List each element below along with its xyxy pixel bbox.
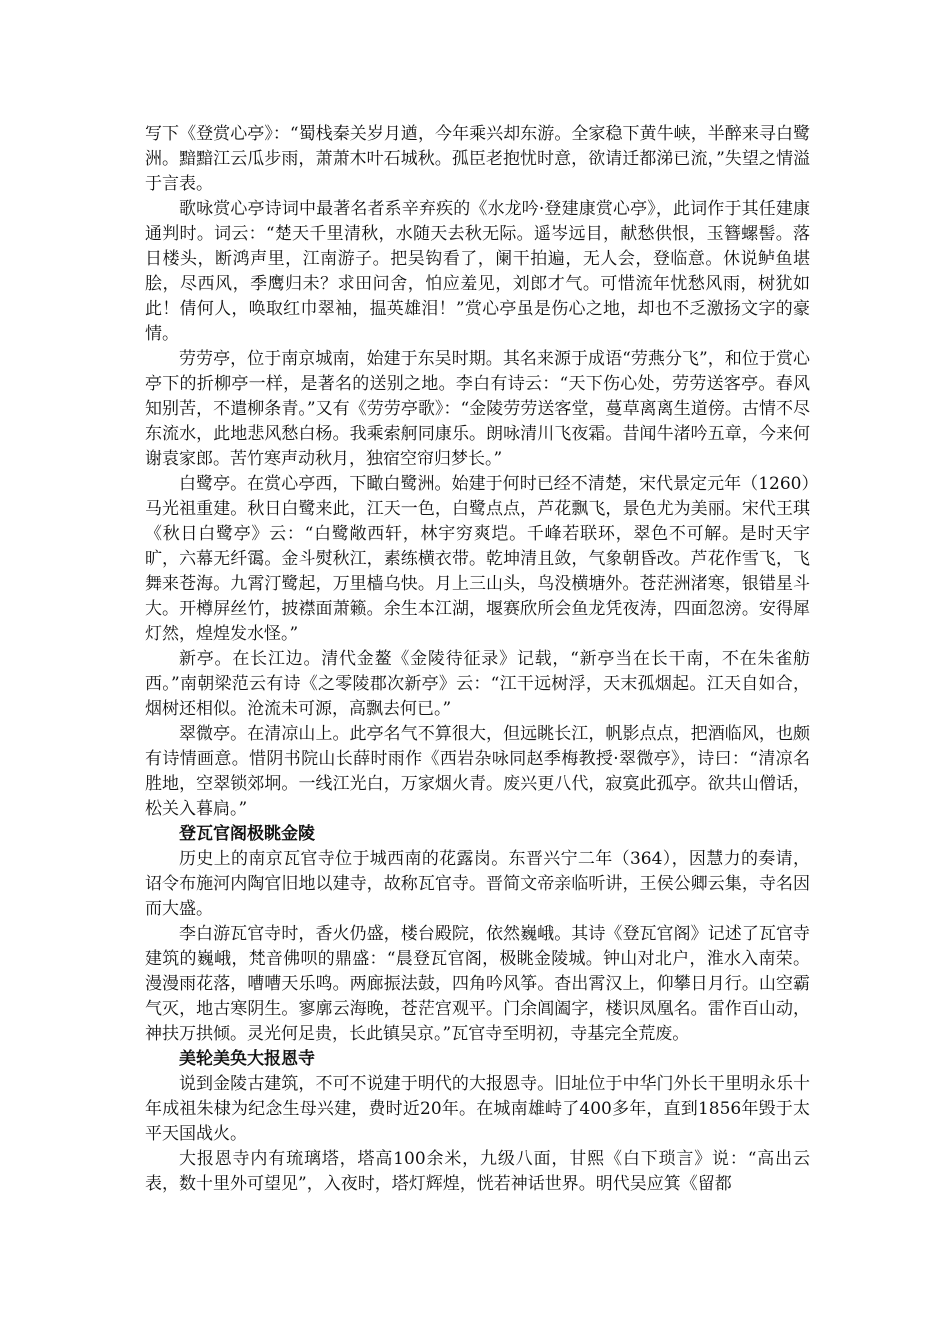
paragraph-xin-ting: 新亭。在长江边。清代金鳌《金陵待征录》记载，“新亭当在长干南，不在朱雀舫西。”南朝梁范云有诗《之零陵郡次新亭》云：“江干远树浮，天末孤烟起。江天自如合，烟树还相似。沧流未可源，高飘去何已。” bbox=[145, 649, 810, 719]
section-heading-dabaoen-si: 美轮美奂大报恩寺 bbox=[179, 1049, 315, 1069]
paragraph-bailu-ting: 白鹭亭。在赏心亭西，下瞰白鹭洲。始建于何时已经不清楚，宋代景定元年（1260）马光祖重建。秋日白鹭来此，江天一色，白鹭点点，芦花飘飞，景色尤为美丽。宋代王琪《秋日白鹭亭》云：“白鹭敞西轩，林宇穷爽垲。千峰若联环，翠色不可解。是时天宇旷，六幕无纤霭。金斗熨秋江，素练横衣带。乾坤清且敛，气象朝昏改。芦花作雪飞，飞舞来苍海。九霄汀鹭起，万里樯乌快。月上三山头，鸟没横塘外。苍茫洲渚寒，银错星斗大。开樽屏丝竹，披襟面萧籁。余生本江湖，堰赛欣所会鱼龙凭夜涛，四面忽滂。安得犀灯然，煌煌发水怪。” bbox=[145, 474, 810, 644]
paragraph-dabaoen-si-intro: 说到金陵古建筑，不可不说建于明代的大报恩寺。旧址位于中华门外长干里明永乐十年成祖朱棣为纪念生母兴建，费时近20年。在城南雄峙了400多年，直到1856年毁于太平天国战火。 bbox=[145, 1074, 810, 1144]
paragraph-liuli-ta: 大报恩寺内有琉璃塔，塔高100余米，九级八面，甘熙《白下琐言》说：“高出云表，数十里外可望见”，入夜时，塔灯辉煌，恍若神话世界。明代吴应箕《留都 bbox=[145, 1149, 810, 1194]
paragraph-xin-qiji-ci: 歌咏赏心亭诗词中最著名者系辛弃疾的《水龙吟·登建康赏心亭》，此词作于其任建康通判时。词云：“楚天千里清秋，水随天去秋无际。遥岑远目，献愁供恨，玉簪螺髻。落日楼头，断鸿声里，江南游子。把吴钩看了，阑干拍遍，无人会，登临意。休说鲈鱼堪脍，尽西风，季鹰归未？求田问舍，怕应羞见，刘郎才气。可惜流年忧愁风雨，树犹如此！倩何人，唤取红巾翠袖，揾英雄泪！”赏心亭虽是伤心之地，却也不乏激扬文字的豪情。 bbox=[145, 199, 810, 344]
paragraph-deng-shangxin-ting: 写下《登赏心亭》：“蜀栈秦关岁月遒，今年乘兴却东游。全家稳下黄牛峡，半醉来寻白鹭洲。黯黯江云瓜步雨，萧萧木叶石城秋。孤臣老抱忧时意，欲请迁都涕已流，”失望之情溢于言表。 bbox=[145, 124, 810, 194]
paragraph-waguan-si-history: 历史上的南京瓦官寺位于城西南的花露岗。东晋兴宁二年（364），因慧力的奏请，诏令布施河内陶官旧地以建寺，故称瓦官寺。晋简文帝亲临听讲，王侯公卿云集，寺名因而大盛。 bbox=[145, 849, 810, 919]
paragraph-cuiwei-ting: 翠微亭。在清凉山上。此亭名气不算很大，但远眺长江，帆影点点，把酒临风，也颇有诗情画意。惜阴书院山长薛时雨作《西岩杂咏同赵季梅教授·翠微亭》，诗曰：“清凉名胜地，空翠锁郊坰。一线江光白，万家烟火青。废兴更八代，寂寞此孤亭。欲共山僧话，松关入暮扃。” bbox=[145, 724, 810, 819]
section-heading-waguan-ge: 登瓦官阁极眺金陵 bbox=[179, 824, 315, 844]
paragraph-laolao-ting: 劳劳亭，位于南京城南，始建于东吴时期。其名来源于成语“劳燕分飞”，和位于赏心亭下的折柳亭一样，是著名的送别之地。李白有诗云：“天下伤心处，劳劳送客亭。春风知别苦，不遣柳条青。”又有《劳劳亭歌》：“金陵劳劳送客堂，蔓草离离生道傍。古情不尽东流水，此地悲风愁白杨。我乘索舸同康乐。朗咏清川飞夜霜。昔闻牛渚吟五章，今来何谢袁家郎。苦竹寒声动秋月，独宿空帘归梦长。” bbox=[145, 349, 810, 469]
paragraph-li-bai-waguan: 李白游瓦官寺时，香火仍盛，楼台殿院，依然巍峨。其诗《登瓦官阁》记述了瓦官寺建筑的巍峨，梵音佛呗的鼎盛：“晨登瓦官阁，极眺金陵城。钟山对北户，淮水入南荣。漫漫雨花落，嘈嘈天乐鸣。两廊振法鼓，四角吟风筝。杳出霄汉上，仰攀日月行。山空霸气灭，地古寒阴生。寥廓云海晚，苍茫宫观平。门余阊阖字，楼识凤凰名。雷作百山动，神扶万拱倾。灵光何足贵，长此镇吴京。”瓦官寺至明初，寺基完全荒废。 bbox=[145, 924, 810, 1044]
document-body bbox=[145, 122, 810, 1197]
